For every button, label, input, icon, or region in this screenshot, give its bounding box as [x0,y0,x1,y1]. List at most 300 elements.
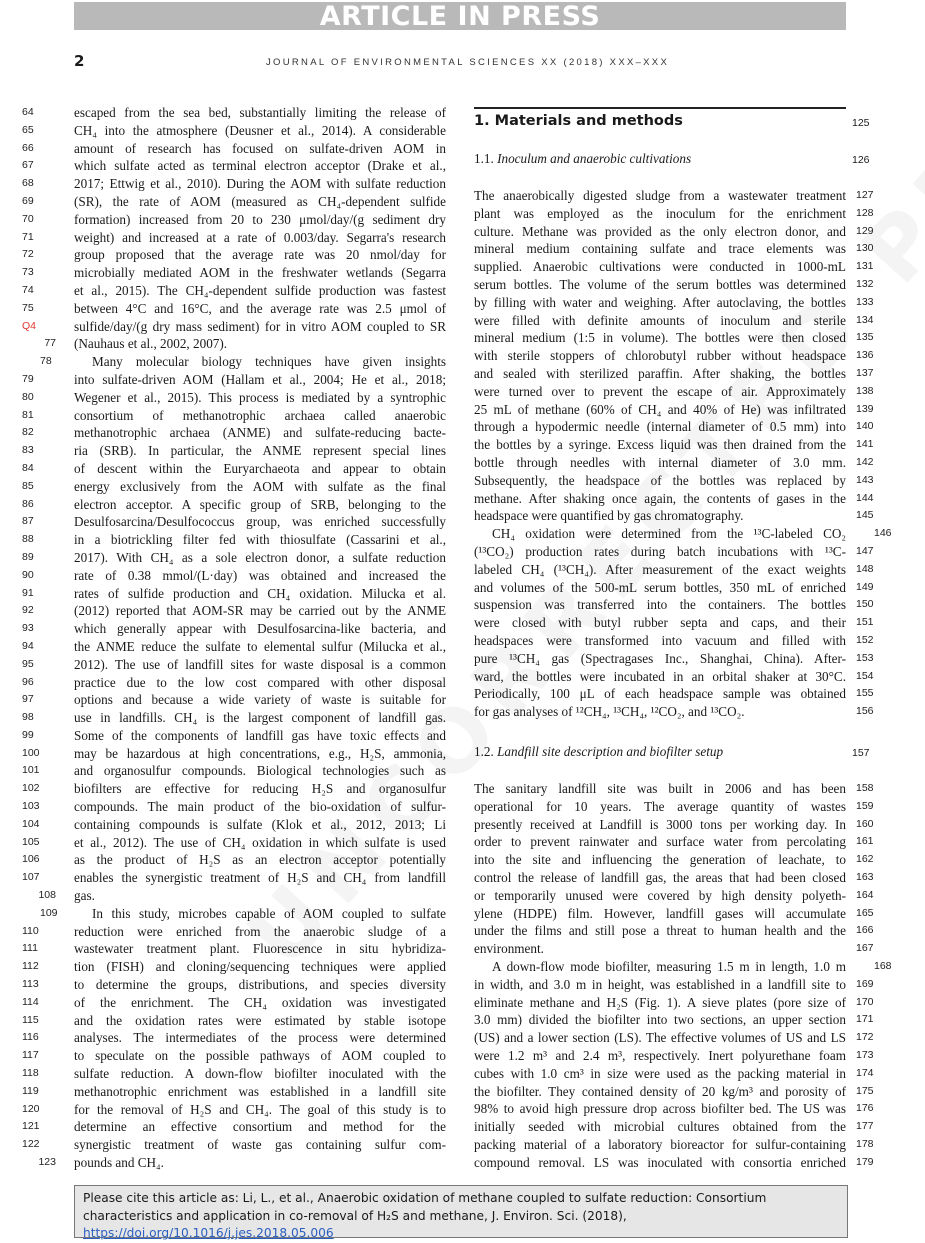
text-line [22,442,446,460]
line-number: 75 [22,301,34,314]
text-line [22,229,446,247]
line-number: 106 [22,853,40,866]
line-number: 66 [22,141,34,154]
line-number: 100 [22,746,40,759]
line-number: 70 [22,212,34,225]
line-number: 99 [22,728,34,741]
line-number: 137 [856,366,874,379]
line-number: 89 [22,550,34,563]
line-text: analyses. The intermediates of the process were determined [74,1030,446,1046]
text-line [474,329,874,347]
line-number: 107 [22,871,40,884]
line-number: 73 [22,266,34,279]
line-text: rates of sulfide production and CH₄ oxidation. Milucka et al. [74,585,446,601]
line-text: wastewater treatment plant. Fluorescence in situ hybridiza- [74,941,446,957]
line-text: and the oxidation rates were estimated by stable isotope [74,1012,446,1028]
text-line [22,834,446,852]
text-line [22,1136,446,1154]
text-line [474,650,874,668]
text-line [22,175,446,193]
line-text: headspaces were transformed into vacuum and filled with [474,632,846,648]
line-text: CH₄ into the atmosphere (Deusner et al., 2014). A considerable [74,122,446,138]
text-line [474,1100,874,1118]
line-number: 94 [22,639,34,652]
line-number: 98 [22,711,34,724]
line-number: 135 [856,331,874,344]
text-line [474,1011,874,1029]
subsection-2-text: Landfill site description and biofilter setup [497,744,724,759]
line-number: 74 [22,283,34,296]
line-number: 139 [856,402,874,415]
right-column-block-1 [474,187,892,721]
section-title: 1. Materials and methods [474,113,683,129]
line-number: 111 [22,942,38,955]
line-text: for the removal of H₂S and CH₄. The goal of this study is to [74,1101,446,1117]
line-text: for gas analyses of ¹²CH₄, ¹³CH₄, ¹²CO₂, and ¹³CO₂. [474,704,745,720]
line-number: 86 [22,497,34,510]
line-text: plant was employed as the inoculum for the enrichment [474,205,846,221]
line-number: 122 [22,1138,40,1151]
line-number: 82 [22,426,34,439]
text-line [474,543,874,561]
line-text: compounds. The main product of the bio-oxidation of sulfur- [74,799,446,815]
line-number: 175 [856,1084,874,1097]
line-number: 173 [856,1048,874,1061]
line-number: 103 [22,800,40,813]
line-text: methanotrophic enrichment was established in a landfill site [74,1083,446,1099]
line-number: 109 [40,906,58,919]
journal-header: JOURNAL OF ENVIRONMENTAL SCIENCES XX (2018) XXX–XXX [266,57,670,68]
text-line [474,958,892,976]
text-line [22,389,446,407]
line-text: with sterile stoppers of chlorobutyl rubber without headspace [474,348,846,364]
line-number: 162 [856,853,874,866]
line-number: 174 [856,1066,874,1079]
line-number: 166 [856,924,874,937]
line-number: 161 [856,835,874,848]
line-number: 165 [856,906,874,919]
text-line [474,347,874,365]
line-text: control the release of landfill gas, the areas that had been closed [474,869,846,885]
line-number: 79 [22,372,34,385]
line-number: 83 [22,444,34,457]
text-line [474,851,874,869]
line-number: 114 [22,995,39,1008]
section-line-number: 125 [852,117,870,129]
text-line [474,1029,874,1047]
text-line [22,140,446,158]
line-text: and sealed with sterilized paraffin. After shaking, the bottles [474,365,846,381]
line-number: 164 [856,888,874,901]
line-text: The anaerobically digested sludge from a wastewater treatment [474,188,846,203]
line-number: 97 [22,693,34,706]
text-line [474,976,874,994]
line-text: sulfide/day/(g dry mass sediment) for in vitro AOM coupled to SR [74,318,446,334]
line-text: pounds and CH₄. [74,1155,164,1171]
article-in-press-banner: ARTICLE IN PRESS [74,2,846,30]
text-line [474,1118,874,1136]
line-text: and volumes of the 500-mL serum bottles, 350 mL of enriched [474,579,846,595]
line-number: 95 [22,657,34,670]
line-text: culture. Methane was provided as the only electron donor, and [474,223,846,239]
text-line [474,869,874,887]
line-text: CH₄ oxidation were determined from the ¹³C-labeled CO₂ [492,526,846,542]
line-text: 2012). The use of landfill sites for waste disposal is a common [74,656,446,672]
line-text: ria (SRB). In particular, the ANME represent special lines [74,443,446,459]
line-text: the ANME reduce the sulfate to elemental sulfur (Milucka et al., [74,638,446,654]
line-text: Wegener et al., 2015). This process is mediated by a syntrophic [74,389,446,405]
line-number: 133 [856,295,874,308]
line-number: 78 [40,355,52,368]
line-number: 140 [856,420,874,433]
text-line [22,264,446,282]
line-number: 68 [22,177,34,190]
line-number: 96 [22,675,34,688]
line-text: biofilters are effective for reducing H₂S and organosulfur [74,781,446,797]
line-number: 127 [856,189,874,201]
line-text: (¹³CO₂) production rates during batch incubations with ¹³C- [474,543,846,559]
line-text: labeled CH₄ (¹³CH₄). After measurement of the exact weights [474,561,846,577]
text-line [474,994,874,1012]
line-text: suspension was transferred into the containers. The bottles [474,597,846,613]
line-number: 158 [856,782,874,794]
line-text: to determine the groups, distributions, and species diversity [74,977,446,993]
line-number: 116 [22,1031,39,1044]
line-text: order to prevent rainwater and surface water from percolating [474,834,846,850]
line-text: supplied. Anaerobic cultivations were conducted in 1000-mL [474,259,846,275]
subsection-1-text: Inoculum and anaerobic cultivations [497,151,692,166]
text-line [22,371,446,389]
line-text: Periodically, 100 μL of each headspace sample was obtained [474,686,846,702]
doi-link[interactable]: https://doi.org/10.1016/j.jes.2018.05.006 [83,1226,334,1240]
line-text: were closed with butyl rubber septa and caps, and their [474,615,846,631]
subsection-2-title [474,744,723,760]
text-line [474,223,874,241]
text-line [474,258,874,276]
text-line [22,994,446,1012]
line-text: 2017; Ettwig et al., 2010). During the AOM with sulfate reduction [74,176,446,192]
text-line [22,531,446,549]
text-line [474,1083,874,1101]
line-text: enables the synergistic treatment of H₂S and CH₄ from landfill [74,870,446,886]
line-text: Subsequently, the headspace of the bottles was replaced by [474,472,846,488]
line-text: in a biotrickling filter fed with thiosulfate (Cassarini et al., [74,532,446,548]
text-line [22,638,446,656]
line-number: 171 [856,1013,874,1026]
line-text: group proposed that the average rate was 20 nmol/day for [74,247,446,263]
line-text: initially seeded with microbial cultures obtained from the [474,1119,846,1135]
line-text: (US) and a lower section (LS). The effective volumes of US and LS [474,1030,846,1046]
text-line [22,211,446,229]
line-text: amount of research has focused on sulfate-driven AOM in [74,140,446,156]
subsection-1-line-number: 126 [852,154,870,166]
subsection-1-title [474,151,691,167]
line-number: 179 [856,1155,874,1168]
text-line [474,632,874,650]
line-text: ward, the bottles were incubated in an orbital shaker at 30°C. [474,668,846,684]
line-text: were filled with definite amounts of inoculum and sterile [474,312,846,328]
line-number: 170 [856,995,874,1008]
text-line [474,798,874,816]
text-line [22,318,446,336]
query-marker[interactable]: Q4 [22,319,37,332]
text-line [22,869,446,887]
text-line [22,976,446,994]
line-text: rate of 0.38 mmol/(L·day) was obtained and increased the [74,567,446,583]
line-number: 130 [856,242,874,255]
line-text: into the site and influencing the generation of leachate, to [474,852,846,868]
line-number: 121 [22,1120,40,1133]
line-text: practice due to the low cost compared with other disposal [74,674,446,690]
line-text: which sulfate acted as terminal electron acceptor (Drake et al., [74,158,446,174]
text-line [22,620,446,638]
line-text: In this study, microbes capable of AOM coupled to sulfate [92,905,446,921]
text-line [22,246,446,264]
text-line [22,762,446,780]
text-line [22,1083,446,1101]
left-column [22,104,446,1172]
line-text: through a hypodermic needle (internal diameter of 0.5 mm) into [474,419,846,435]
text-line [22,407,446,425]
line-text: mineral medium (1:5 in volume). The bottles were then closed [474,330,846,346]
line-text: et al., 2012). The use of CH₄ oxidation in which sulfate is used [74,834,446,850]
line-number: 143 [856,473,874,486]
line-number: 149 [856,580,874,593]
line-text: escaped from the sea bed, substantially limiting the release of [74,105,446,120]
line-number: 129 [856,224,874,237]
line-number: 151 [856,616,874,629]
right-column-block-2 [474,780,892,1172]
line-text: 25 mL of methane (60% of CH₄ and 40% of He) was infiltrated [474,401,846,417]
section-rule [474,107,846,109]
text-line [474,561,874,579]
line-number: 93 [22,622,34,635]
line-text: (Nauhaus et al., 2002, 2007). [74,336,228,352]
text-line [474,940,874,958]
line-text: consortium of methanotrophic archaea called anaerobic [74,407,446,423]
text-line [474,1047,874,1065]
text-line [22,282,446,300]
line-text: Desulfosarcina/Desulfococcus group, was enriched successfully [74,514,446,530]
line-text: may be hazardous at high concentrations, e.g., H₂S, ammonia, [74,745,446,761]
line-number: 132 [856,277,874,290]
text-line [22,745,446,763]
line-number: 71 [22,230,34,243]
line-number: 108 [38,889,56,902]
line-number: 177 [856,1120,874,1133]
line-text: A down-flow mode biofilter, measuring 1.5 m in length, 1.0 m [492,958,846,974]
line-text: formation) increased from 20 to 230 μmol/day/(g sediment dry [74,211,446,227]
text-line [474,1065,874,1083]
line-number: 80 [22,390,34,403]
line-number: 131 [856,260,874,273]
text-line [474,887,874,905]
citation-text: Please cite this article as: Li, L., et al., Anaerobic oxidation of methane coupled to sulfate reduction: Consortium characteristics and application in co-removal of H₂S and methane, J. Environ. Sci. (2018), [83,1191,767,1223]
text-line [22,691,446,709]
line-text: headspace were quantified by gas chromatography. [474,508,744,524]
text-line [22,513,446,531]
line-text: as the product of H₂S as an electron acceptor potentially [74,852,446,868]
text-line [474,383,874,401]
text-line [22,940,446,958]
line-text: under the films and still pose a threat to human health and the [474,923,846,939]
citation-box [74,1185,848,1238]
text-line [44,335,446,353]
line-number: 150 [856,598,874,611]
text-line [474,490,874,508]
text-line [22,1047,446,1065]
line-number: 159 [856,799,874,812]
line-number: 65 [22,123,34,136]
line-number: 77 [44,337,56,350]
line-number: 87 [22,515,34,528]
text-line [474,1154,874,1172]
line-number: 117 [22,1049,39,1062]
line-number: 176 [856,1102,874,1115]
text-line [22,157,446,175]
text-line [474,833,874,851]
line-number: 169 [856,977,874,990]
line-number: 178 [856,1137,874,1150]
line-text: microbially mediated AOM in the freshwater wetlands (Segarra [74,265,446,281]
text-line [22,585,446,603]
line-text: reduction were enriched from the anaerobic sludge of a [74,923,446,939]
text-line [474,276,874,294]
text-line [22,460,446,478]
text-line [22,1029,446,1047]
line-number: 85 [22,479,34,492]
text-line [22,1012,446,1030]
line-text: packing material of a laboratory bioreactor for sulfur-containing [474,1136,846,1152]
line-number: 138 [856,384,874,397]
line-text: the bottles by a syringe. Excess liquid was then drained from the [474,437,846,453]
line-number: 64 [22,106,34,118]
text-line [38,1154,446,1172]
text-line [474,816,874,834]
line-text: of descent within the Euryarchaeota and appear to obtain [74,460,446,476]
text-line [474,703,874,721]
text-line [474,685,874,703]
line-text: The sanitary landfill site was built in 2006 and has been [474,781,846,796]
text-line [22,567,446,585]
text-line [22,674,446,692]
text-line [474,507,874,525]
text-line [40,905,446,923]
text-line [22,780,446,798]
line-number: 128 [856,206,874,219]
text-line [22,656,446,674]
line-number: 146 [874,527,892,540]
text-line [474,418,874,436]
text-line [474,294,874,312]
text-line [22,122,446,140]
line-number: 153 [856,651,874,664]
line-number: 136 [856,349,874,362]
line-text: containing compounds is sulfate (Klok et al., 2012, 2013; Li [74,816,446,832]
text-line [22,602,446,620]
text-line [22,727,446,745]
line-text: energy exclusively from the AOM with sulfate as the final [74,478,446,494]
line-text: 98% to avoid high pressure drop across biofilter bed. The US was [474,1101,846,1117]
line-text: (SR), the rate of AOM (measured as CH₄-dependent sulfide [74,193,446,209]
line-text: were 1.2 m³ and 2.4 m³, respectively. Inert polyurethane foam [474,1047,846,1063]
line-text: by filling with water and weighing. After autoclaving, the bottles [474,294,846,310]
text-line [22,958,446,976]
text-line [474,240,874,258]
text-line [474,668,874,686]
line-number: 160 [856,817,874,830]
line-text: eliminate methane and H₂S (Fig. 1). A sieve plates (pore size of [474,994,846,1010]
text-line [22,300,446,318]
line-text: synergistic treatment of waste gas containing sulfur com- [74,1137,446,1153]
line-number: 84 [22,461,34,474]
line-text: 2017). With CH₄ as a sole electron donor, a sulfate reduction [74,549,446,565]
line-number: 102 [22,782,40,795]
line-number: 81 [22,408,34,421]
line-text: compound removal. LS was inoculated with consortia enriched [474,1154,846,1170]
line-text: which generally appear with Desulfosarcina-like bacteria, and [74,621,446,637]
line-number: 134 [856,313,874,326]
text-line [474,596,874,614]
line-number: 115 [22,1013,39,1026]
text-line [474,780,874,798]
text-line [40,353,446,371]
line-text: et al., 2015). The CH₄-dependent sulfide production was fastest [74,282,446,298]
line-number: 113 [22,978,39,991]
text-line [474,436,874,454]
text-line [474,312,874,330]
line-text: the biofilter. They contained density of 20 kg/m³ and porosity of [474,1083,846,1099]
line-number: 147 [856,544,874,557]
line-text: Some of the components of landfill gas have toxic effects and [74,727,446,743]
line-number: 92 [22,604,34,617]
text-line [22,549,446,567]
line-number: 101 [22,764,40,777]
line-number: 163 [856,870,874,883]
text-line [474,1136,874,1154]
subsection-1-number: 1.1. [474,151,494,166]
line-text: determine an effective consortium and method for the [74,1119,446,1135]
line-text: bottle through needles with internal diameter of 3.0 mm. [474,454,846,470]
line-number: 155 [856,687,874,700]
line-number: 148 [856,562,874,575]
subsection-2-number: 1.2. [474,744,494,759]
line-text: pure ¹³CH₄ gas (Spectragases Inc., Shanghai, China). After- [474,650,846,666]
line-number: 145 [856,509,874,522]
line-number: 144 [856,491,874,504]
text-line [22,424,446,442]
line-text: 3.0 mm) divided the biofilter into two sections, an upper section [474,1012,846,1028]
text-line [22,923,446,941]
line-text: into sulfate-driven AOM (Hallam et al., 2004; He et al., 2018; [74,371,446,387]
text-line [474,454,874,472]
line-text: serum bottles. The volume of the serum bottles was determined [474,276,846,292]
line-text: gas. [74,888,95,904]
page-number: 2 [74,52,85,70]
text-line [474,614,874,632]
line-number: 167 [856,942,874,955]
text-line [474,905,874,923]
line-text: methane. After shaking once again, the contents of gases in the [474,490,846,506]
line-text: weight) and increased at a rate of 0.003/day. Segarra's research [74,229,446,245]
text-line [22,193,446,211]
line-text: (2012) reported that AOM-SR may be carried out by the ANME [74,603,446,619]
text-line [474,579,874,597]
line-number: 123 [38,1156,56,1169]
text-line [474,525,892,543]
line-number: 104 [22,817,40,830]
line-number: 172 [856,1031,874,1044]
